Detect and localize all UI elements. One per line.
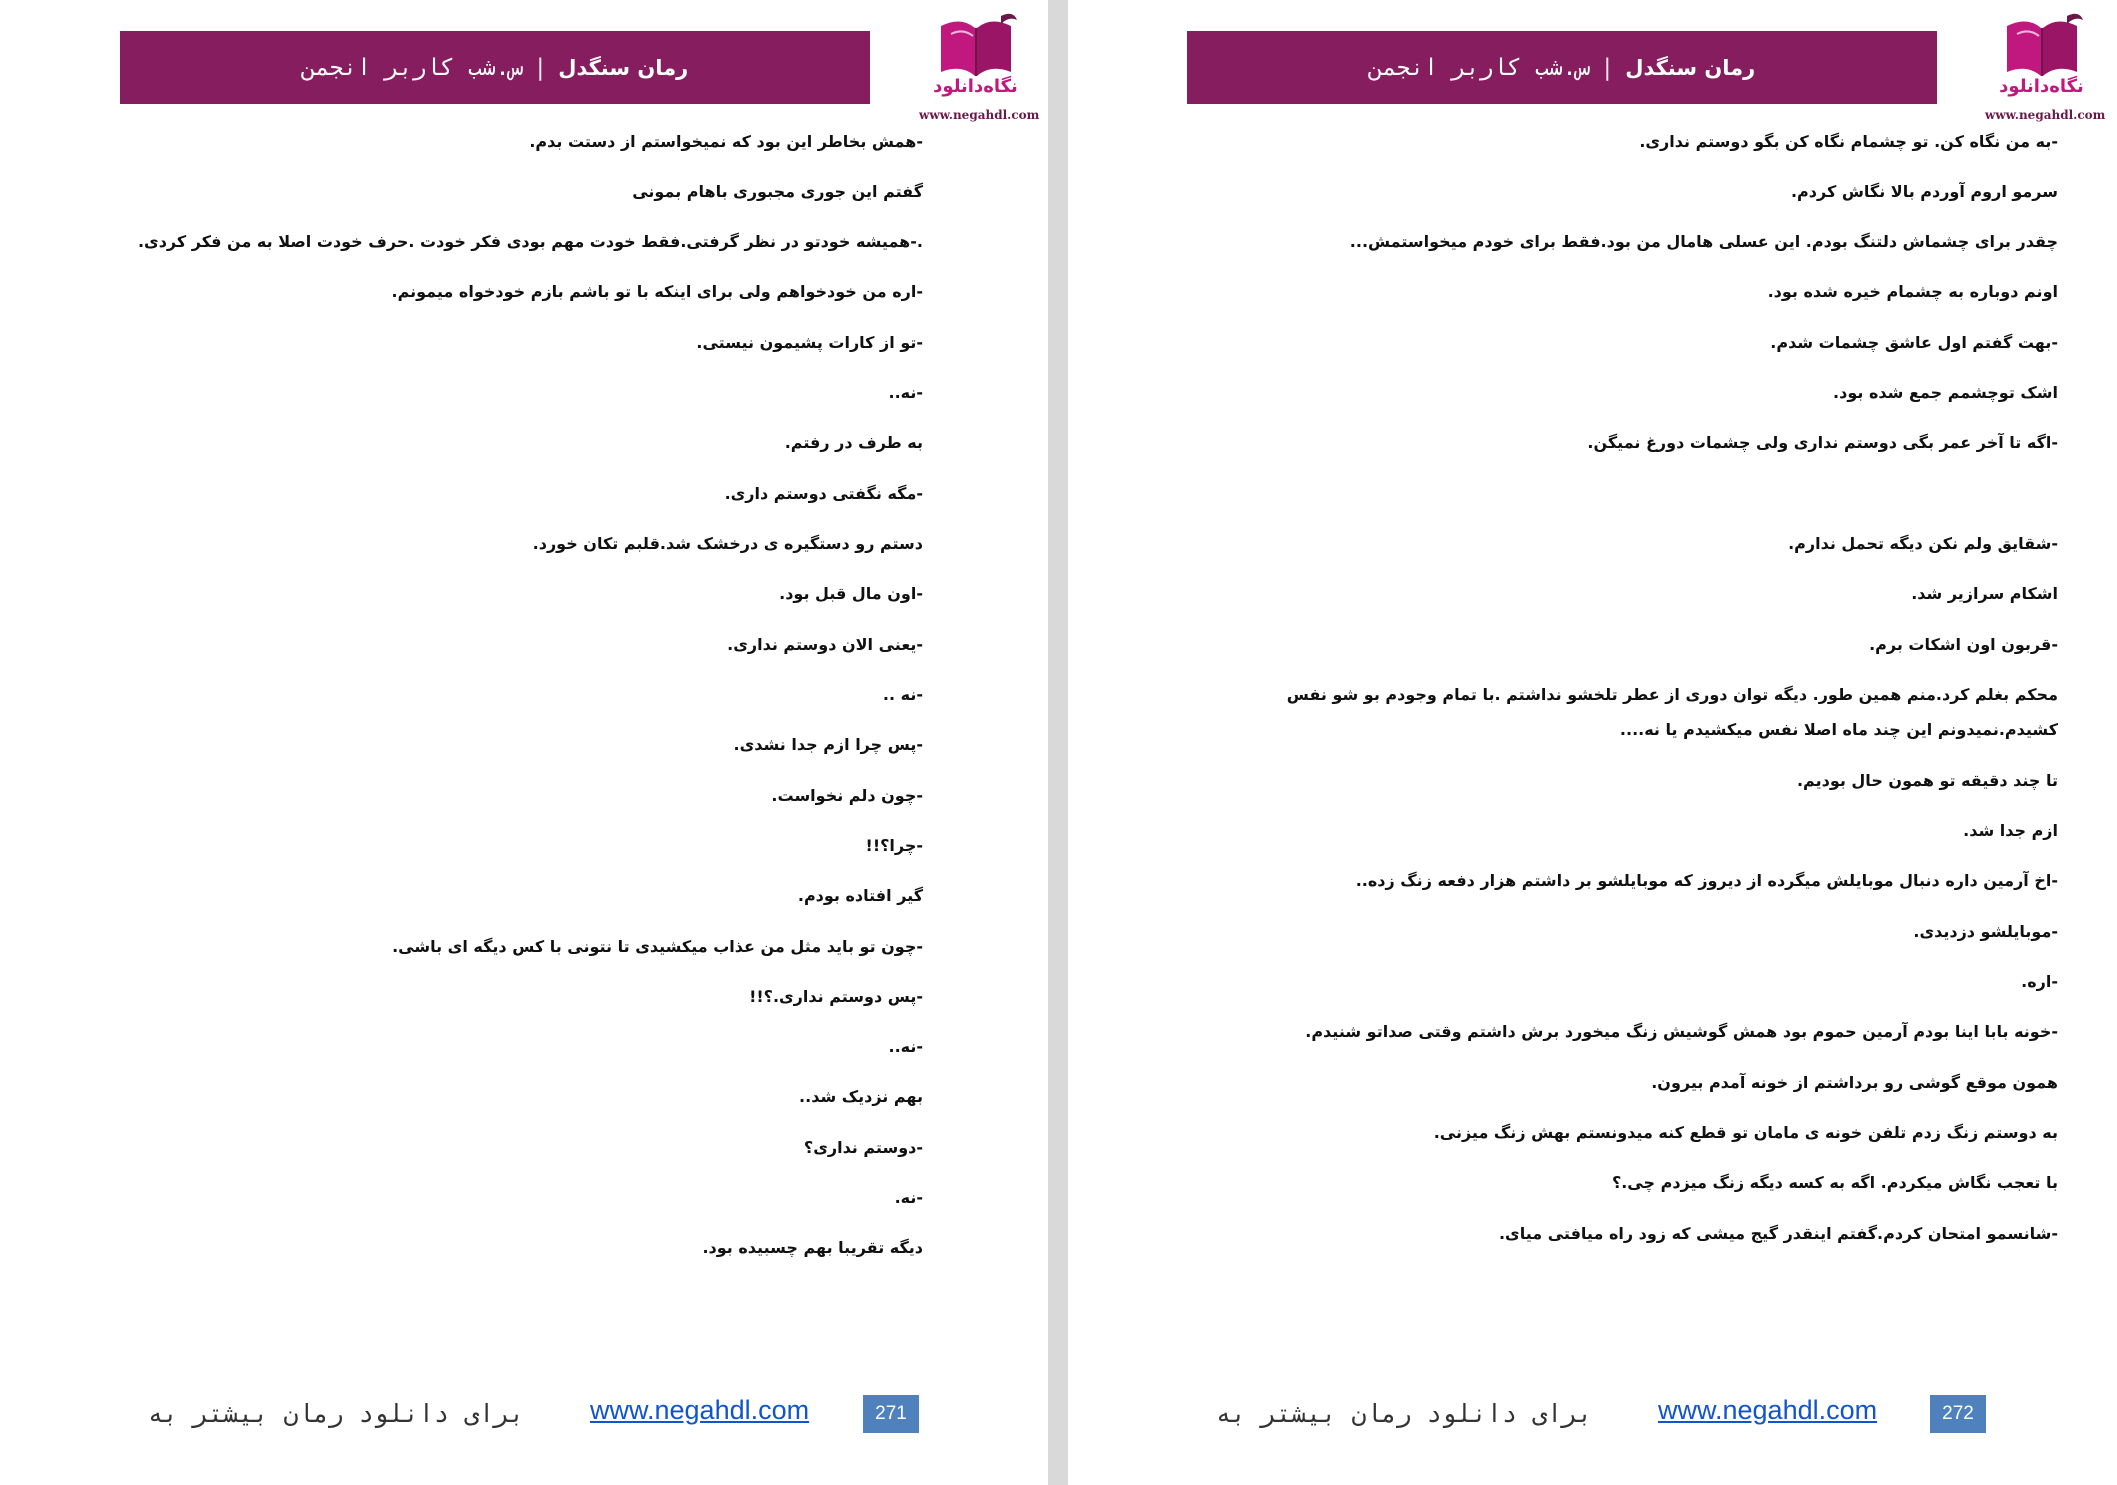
page-number: 271 <box>863 1395 919 1433</box>
text-line: -پس دوستم نداری.؟!! <box>749 987 923 1006</box>
header-author: س.شب کاربر انجمن <box>1368 54 1591 81</box>
text-line: بهم نزدیک شد.. <box>799 1087 923 1106</box>
page-footer <box>0 1395 1048 1435</box>
text-line: اشکام سرازیر شد. <box>1911 584 2058 603</box>
logo-brand-text: نگاه‌دانلود <box>933 76 1018 97</box>
text-line: -اره. <box>2021 972 2058 991</box>
text-line: همون موقع گوشی رو برداشتم از خونه آمدم بیرون. <box>1651 1073 2058 1092</box>
text-line: سرمو اروم آوردم بالا نگاش کردم. <box>1790 182 2058 201</box>
text-line: -اره من خودخواهم ولی برای اینکه با تو باشم بازم خودخواه میمونم. <box>391 282 923 301</box>
text-line: ازم جدا شد. <box>1963 821 2058 840</box>
text-line: -بهت گفتم اول عاشق چشمات شدم. <box>1770 333 2058 352</box>
header-novel-title: رمان سنگدل <box>558 55 689 80</box>
text-line: -دوستم نداری؟ <box>803 1138 923 1157</box>
logo-url: www.negahdl.com <box>1985 108 2106 122</box>
logo-brand-text: نگاه‌دانلود <box>1999 76 2084 97</box>
text-line: گفتم این جوری مجبوری باهام بمونی <box>632 182 923 201</box>
text-line: به طرف در رفتم. <box>784 433 923 452</box>
footer-text: برای دانلود رمان بیشتر به <box>148 1399 525 1428</box>
text-line: -قربون اون اشکات برم. <box>1869 635 2058 654</box>
footer-link[interactable]: www.negahdl.com <box>1658 1395 1878 1425</box>
text-line: -نه. <box>894 1188 923 1207</box>
text-line: اشک توچشمم جمع شده بود. <box>1833 383 2058 402</box>
text-line: به دوستم زنگ زدم تلفن خونه ی مامان تو قطع کنه میدونستم بهش زنگ میزنی. <box>1433 1123 2058 1142</box>
text-line: تا چند دقیقه تو همون حال بودیم. <box>1796 771 2058 790</box>
header-separator: | <box>533 54 549 81</box>
text-line: -خونه بابا اینا بودم آرمین حموم بود همش گوشیش زنگ میخورد برش داشتم وقتی صداتو شنیدم. <box>1305 1022 2058 1041</box>
text-line: اونم دوباره به چشمام خیره شده بود. <box>1767 282 2058 301</box>
logo-url: www.negahdl.com <box>919 108 1040 122</box>
page-header <box>1187 31 1937 104</box>
text-line: -اون مال قبل بود. <box>779 584 923 603</box>
text-line: کشیدم.نمیدونم این چند ماه اصلا نفس میکشیدم یا نه.... <box>1619 720 2058 739</box>
footer-link[interactable]: www.negahdl.com <box>590 1395 810 1425</box>
page-header <box>120 31 870 104</box>
text-line: -موبایلشو دزدیدی. <box>1913 922 2058 941</box>
page-footer <box>1068 1395 2117 1435</box>
text-line: -یعنی الان دوستم نداری. <box>727 635 923 654</box>
text-line: -شقایق ولم نکن دیگه تحمل ندارم. <box>1788 534 2058 553</box>
text-line: -اگه تا آخر عمر بگی دوستم نداری ولی چشمات دورغ نمیگن. <box>1587 433 2058 452</box>
text-line: .-همیشه خودتو در نظر گرفتی.فقط خودت مهم بودی فکر خودت .حرف خودت اصلا به من فکر کردی. <box>137 232 923 251</box>
header-author: س.شب کاربر انجمن <box>301 54 524 81</box>
book-icon <box>931 6 1021 86</box>
text-line: -چرا؟!! <box>865 836 923 855</box>
text-line: چقدر برای چشماش دلتنگ بودم. این عسلی هامال من بود.فقط برای خودم میخواستمش... <box>1349 232 2058 251</box>
text-line: با تعجب نگاش میکردم. اگه به کسه دیگه زنگ میزدم چی.؟ <box>1611 1173 2058 1192</box>
text-line: -پس چرا ازم جدا نشدی. <box>733 735 923 754</box>
text-line: -نه.. <box>888 1037 923 1056</box>
header-novel-title: رمان سنگدل <box>1625 55 1756 80</box>
text-line: -مگه نگفتی دوستم داری. <box>724 484 923 503</box>
negahdl-logo[interactable] <box>1985 6 2106 126</box>
text-line: -چون دلم نخواست. <box>771 786 923 805</box>
footer-text: برای دانلود رمان بیشتر به <box>1216 1399 1593 1428</box>
page-272 <box>1068 0 2117 1485</box>
text-line: -نه.. <box>888 383 923 402</box>
header-separator: | <box>1600 54 1616 81</box>
text-line: محکم بغلم کرد.منم همین طور. دیگه توان دوری از عطر تلخشو نداشتم .با تمام وجودم بو شو نفس <box>1286 685 2058 704</box>
book-icon <box>1997 6 2087 86</box>
text-line: دستم رو دستگیره ی درخشک شد.قلبم تکان خورد. <box>532 534 923 553</box>
text-line: دیگه تقریبا بهم چسبیده بود. <box>702 1238 923 1257</box>
negahdl-logo[interactable] <box>919 6 1040 126</box>
text-line: -تو از کارات پشیمون نیستی. <box>696 333 923 352</box>
text-line: -اخ آرمین داره دنبال موبایلش میگرده از دیروز که موبایلشو بر داشتم هزار دفعه زنگ زده.. <box>1355 871 2058 890</box>
page-number: 272 <box>1930 1395 1986 1433</box>
text-line: -به من نگاه کن. تو چشمام نگاه کن بگو دوستم نداری. <box>1639 132 2058 151</box>
text-line: -شانسمو امتحان کردم.گفتم اینقدر گیج میشی که زود راه میافتی میای. <box>1498 1224 2058 1243</box>
text-line: گیر افتاده بودم. <box>797 886 923 905</box>
text-line: -چون تو باید مثل من عذاب میکشیدی تا نتونی با کس دیگه ای باشی. <box>392 937 923 956</box>
text-line: -نه .. <box>882 685 923 704</box>
page-271 <box>0 0 1048 1485</box>
text-line: -همش بخاطر این بود که نمیخواستم از دستت بدم. <box>529 132 923 151</box>
